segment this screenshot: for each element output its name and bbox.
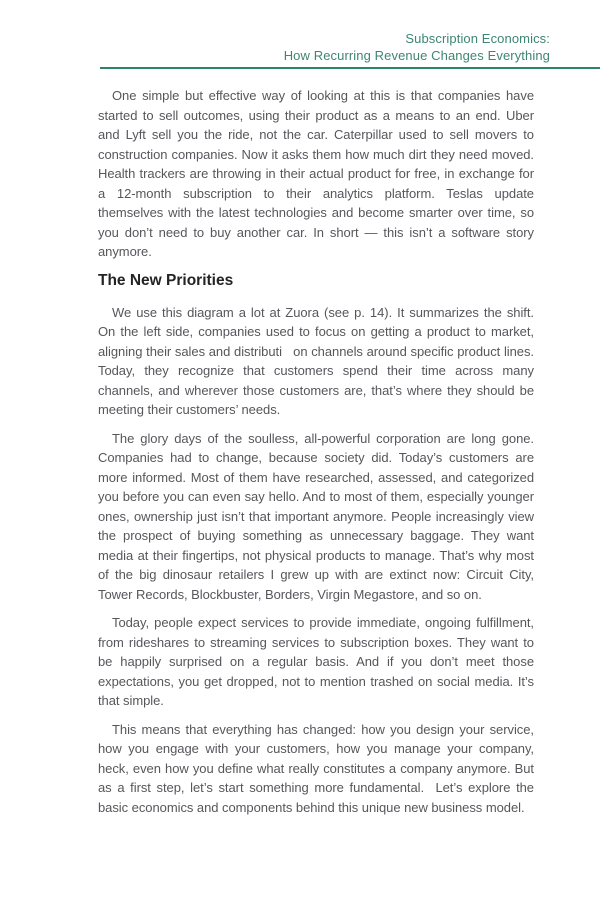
paragraph-diagram: We use this diagram a lot at Zuora (see p. 14). It summarizes the shift. On the left side, companies used to focus on getting a product to market, aligning their sales and distributi on channels around specific product lines. Today, they recognize that customers spend their time across many channels, and wherever those customers are, that’s where they should be meeting their customers’ needs. — [98, 304, 534, 417]
header-rule — [100, 67, 600, 69]
running-header-line1: Subscription Economics: — [405, 31, 550, 46]
running-header-line2: How Recurring Revenue Changes Everything — [283, 47, 550, 63]
running-header — [284, 31, 550, 64]
page-body — [98, 86, 534, 826]
paragraph-glory-days: The glory days of the soulless, all-powerful corporation are long gone. Companies had to change, because society did. Today’s customers are more informed. Most of them have researched, assessed, and categorized you before you can even say hello. And to most of them, especially younger ones, ownership just isn’t that important anymore. People increasingly view the prospect of buying something as unnecessary baggage. They want media at their fingertips, not physical products to manage. That’s why most of the big dinosaur retailers I grew up with are extinct now: Circuit City, Tower Records, Blockbuster, Borders, Virgin Megastore, and so on. — [98, 430, 534, 602]
section-heading: The New Priorities — [98, 271, 234, 289]
paragraph-expectations: Today, people expect services to provide immediate, ongoing fulfillment, from rideshares to streaming services to subscription boxes. They want to be happily surprised on a regular basis. And if you don’t meet those expectations, you get dropped, not to mention trashed on social media. It’s that simple. — [98, 615, 534, 708]
paragraph-everything-changed: This means that everything has changed: how you design your service, how you engage with your customers, how you manage your company, heck, even how you define what really constitutes a company anymore. But as a first step, let’s start something more fundamental. Let’s explore the basic economics and components behind this unique new business model. — [98, 721, 534, 815]
paragraph-outcomes: One simple but effective way of looking at this is that companies have started to sell outcomes, using their product as a means to an end. Uber and Lyft sell you the ride, not the car. Caterpillar used to sell movers to construction companies. Now it asks them how much dirt they need moved. Health trackers are throwing in their actual product for free, in exchange for a 12-month subscription to their analytics platform. Teslas update themselves with the latest technologies and become smarter over time, so you don’t need to buy another car. In short — this isn’t a software story anymore. — [98, 88, 534, 259]
